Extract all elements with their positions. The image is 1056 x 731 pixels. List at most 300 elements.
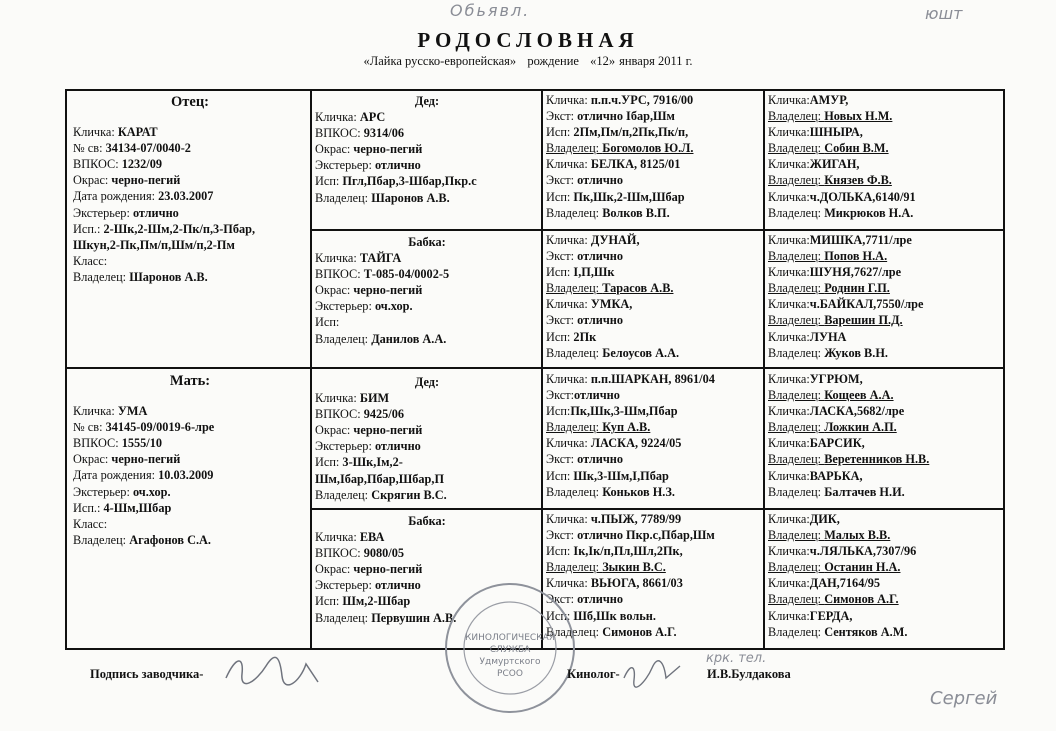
field-value: I,П,Шк bbox=[573, 265, 615, 280]
field-value: оч.хор. bbox=[132, 484, 171, 499]
field-label: Кличка: bbox=[768, 404, 810, 419]
field-value: УГРЮМ, bbox=[809, 372, 863, 386]
field-label: Кличка: bbox=[768, 189, 810, 204]
field-value: оч.хор. bbox=[374, 299, 413, 314]
field-label: Кличка: bbox=[768, 157, 810, 172]
granddam-paternal bbox=[315, 234, 539, 366]
field-value: 1232/09 bbox=[121, 157, 163, 172]
field-label: Кличка: bbox=[73, 125, 118, 140]
field-label: ВПКОС: bbox=[315, 267, 364, 282]
field-value: Пк,Шк,2-Шм,Шбар bbox=[573, 189, 685, 204]
pedigree-field bbox=[73, 500, 307, 516]
pedigree-field bbox=[73, 124, 307, 140]
field-value: черно-пегий bbox=[353, 423, 423, 438]
field-label: Исп: bbox=[315, 315, 340, 330]
field-value: отлично bbox=[374, 158, 421, 173]
pedigree-field bbox=[768, 527, 1004, 543]
field-label: Кличка: bbox=[768, 544, 810, 559]
field-value: Попов Н.А. bbox=[824, 249, 888, 264]
field-label: Владелец: bbox=[768, 313, 825, 328]
pedigree-field bbox=[315, 406, 539, 422]
field-value: 23.03.2007 bbox=[158, 189, 214, 204]
cell-heading: Дед: bbox=[414, 94, 440, 108]
document-subtitle bbox=[0, 54, 1056, 69]
svg-text:КИНОЛОГИЧЕСКАЯ: КИНОЛОГИЧЕСКАЯ bbox=[465, 633, 555, 643]
field-value: ч.ПЫЖ, 7789/99 bbox=[590, 512, 682, 526]
pedigree-field bbox=[546, 329, 762, 345]
pedigree-field bbox=[73, 419, 307, 435]
field-value: 34145-09/0019-6-лре bbox=[105, 420, 215, 435]
field-label: Кличка: bbox=[768, 372, 810, 386]
pedigree-field bbox=[73, 269, 307, 285]
field-value: БИМ bbox=[359, 391, 390, 406]
field-value: ВАРЬКА, bbox=[809, 468, 863, 483]
field-label: Экст: bbox=[546, 452, 578, 467]
field-value: 2Пк bbox=[573, 329, 597, 344]
field-value: Скрягин В.С. bbox=[371, 487, 447, 502]
field-label: ВПКОС: bbox=[315, 546, 364, 561]
field-value: Жуков В.Н. bbox=[824, 345, 888, 360]
pedigree-field bbox=[768, 591, 1004, 607]
field-label: Дата рождения: bbox=[73, 189, 159, 204]
pedigree-field bbox=[768, 371, 1004, 387]
pedigree-field bbox=[768, 205, 1004, 221]
birth-date-rest: января 2011 г. bbox=[619, 54, 693, 68]
svg-text:СЛУЖБА: СЛУЖБА bbox=[489, 645, 531, 655]
pedigree-field bbox=[73, 467, 307, 483]
field-label: Кличка: bbox=[546, 576, 591, 591]
pedigree-field bbox=[768, 248, 1004, 264]
field-value: Князев Ф.В. bbox=[824, 173, 892, 188]
field-label: Кличка: bbox=[315, 251, 360, 266]
field-value: 9314/06 bbox=[363, 126, 405, 141]
field-value: ЛУНА bbox=[809, 329, 847, 344]
field-label: Владелец: bbox=[768, 249, 825, 264]
field-value: Веретенников Н.В. bbox=[824, 452, 930, 467]
field-label: Владелец: bbox=[768, 345, 825, 360]
field-label: Кличка: bbox=[546, 233, 591, 247]
pedigree-field bbox=[546, 435, 762, 451]
pedigree-field bbox=[768, 312, 1004, 328]
field-label: Исп: bbox=[546, 189, 574, 204]
pedigree-field bbox=[768, 124, 1004, 140]
field-label: Дата рождения: bbox=[73, 468, 159, 483]
field-label: Кличка: bbox=[546, 157, 591, 172]
birth-day: «12» bbox=[590, 54, 616, 68]
field-label: Исп: bbox=[315, 594, 343, 609]
pedigree-field bbox=[546, 172, 762, 188]
field-value: УМКА, bbox=[590, 297, 633, 312]
field-label: Окрас: bbox=[315, 142, 354, 157]
field-label: Кличка: bbox=[768, 608, 810, 623]
field-value: Iк,Iк/п,Пл,Шл,2Пк, bbox=[573, 544, 683, 559]
great-great-grandparents-3 bbox=[768, 371, 1004, 508]
father-card bbox=[73, 94, 307, 364]
pedigree-field bbox=[546, 280, 762, 296]
pedigree-field bbox=[768, 451, 1004, 467]
field-label: Владелец: bbox=[768, 109, 825, 124]
field-label: Владелец: bbox=[546, 141, 603, 156]
field-label: Владелец: bbox=[768, 173, 825, 188]
field-value: Симонов А.Г. bbox=[602, 624, 677, 639]
field-value: ВЬЮГА, 8661/03 bbox=[590, 576, 683, 591]
field-value: 3-Шк,Iм,2- bbox=[342, 455, 403, 470]
pedigree-field bbox=[768, 156, 1004, 172]
field-label: Исп: bbox=[315, 455, 343, 470]
field-label: Кличка: bbox=[546, 512, 591, 526]
field-value: 34134-07/0040-2 bbox=[105, 141, 191, 156]
pedigree-field bbox=[315, 529, 539, 545]
pedigree-field bbox=[546, 264, 762, 280]
field-label: Кличка: bbox=[315, 530, 360, 545]
field-value: п.п.ч.УРС, 7916/00 bbox=[590, 93, 694, 107]
pedigree-field bbox=[768, 92, 1004, 108]
pedigree-field bbox=[315, 173, 539, 189]
field-value: БЕЛКА, 8125/01 bbox=[590, 157, 681, 172]
field-label: Исп: bbox=[546, 329, 574, 344]
field-label: Владелец: bbox=[546, 420, 603, 435]
pedigree-field bbox=[768, 189, 1004, 205]
pedigree-field bbox=[546, 312, 762, 328]
field-value: АМУР, bbox=[809, 93, 849, 107]
pedigree-field bbox=[315, 109, 539, 125]
pedigree-field bbox=[73, 205, 307, 221]
field-label: Экст: bbox=[546, 528, 578, 543]
pedigree-field bbox=[73, 156, 307, 172]
pedigree-field bbox=[73, 253, 307, 269]
field-value: 9425/06 bbox=[363, 407, 405, 422]
pedigree-field bbox=[315, 454, 539, 470]
pedigree-table bbox=[65, 89, 1005, 650]
field-label: Кличка: bbox=[768, 125, 810, 140]
field-value: Шб,Шк вольн. bbox=[573, 608, 656, 623]
great-great-grandparents-1 bbox=[768, 92, 1004, 229]
field-label: Экстерьер: bbox=[315, 439, 375, 454]
field-label: Владелец: bbox=[768, 141, 825, 156]
field-label: Исп: bbox=[546, 544, 574, 559]
field-value: Пгл,Пбар,3-Шбар,Пкр.с bbox=[342, 174, 477, 189]
field-label: Владелец: bbox=[768, 452, 825, 467]
pedigree-field bbox=[315, 125, 539, 141]
field-label: Класс: bbox=[73, 516, 108, 531]
field-value: ДАН,7164/95 bbox=[809, 576, 881, 591]
field-label: Класс: bbox=[73, 253, 108, 268]
field-label: Владелец: bbox=[546, 345, 603, 360]
pedigree-field bbox=[546, 124, 762, 140]
field-value: отлично bbox=[374, 439, 421, 454]
pedigree-field bbox=[546, 484, 762, 500]
field-label: Кличка: bbox=[768, 512, 810, 526]
field-value: БАРСИК, bbox=[809, 436, 865, 451]
pedigree-field bbox=[768, 435, 1004, 451]
field-value: ч.ЛЯЛЬКА,7307/96 bbox=[809, 544, 917, 559]
breeder-signature-label: Подпись заводчика- bbox=[90, 667, 204, 681]
field-label: Экстерьер: bbox=[73, 205, 133, 220]
field-value: Волков В.П. bbox=[602, 205, 670, 220]
field-value: Шаронов А.В. bbox=[371, 190, 450, 205]
field-label: Экст: bbox=[546, 388, 575, 403]
field-value: ЛАСКА,5682/лре bbox=[809, 404, 905, 419]
field-value: отлично bbox=[574, 388, 620, 403]
pedigree-field bbox=[546, 543, 762, 559]
field-value: п.п.ШАРКАН, 8961/04 bbox=[590, 372, 715, 386]
field-label: Кличка: bbox=[768, 297, 810, 312]
field-label: Владелец: bbox=[315, 487, 372, 502]
field-value: Шк,3-Шм,I,Пбар bbox=[573, 468, 669, 483]
field-value: ШНЫРА, bbox=[809, 125, 863, 140]
field-label: Кличка: bbox=[546, 372, 591, 386]
field-label: Кличка: bbox=[768, 329, 810, 344]
pedigree-field bbox=[73, 221, 307, 237]
field-label: Окрас: bbox=[315, 283, 354, 298]
field-label: Владелец: bbox=[768, 281, 825, 296]
field-value: Новых Н.М. bbox=[824, 109, 893, 124]
pedigree-field bbox=[768, 387, 1004, 403]
field-label: Владелец: bbox=[768, 528, 825, 543]
field-value: ЕВА bbox=[359, 530, 385, 545]
field-value: отлично bbox=[577, 592, 623, 607]
field-label: № св: bbox=[73, 420, 106, 435]
field-value: 4-Шм,Шбар bbox=[103, 500, 172, 515]
field-label: Экст: bbox=[546, 109, 578, 124]
field-label: Экстерьер: bbox=[315, 578, 375, 593]
great-grandparents-1 bbox=[546, 92, 762, 229]
field-value: 2-Шк,2-Шм,2-Пк/п,3-Пбар, bbox=[103, 221, 256, 236]
cell-heading: Бабка: bbox=[408, 514, 446, 528]
pedigree-field bbox=[73, 237, 307, 253]
field-value: Кощеев А.А. bbox=[824, 388, 894, 403]
pedigree-field bbox=[546, 296, 762, 312]
pedigree-field bbox=[768, 608, 1004, 624]
field-label: Владелец: bbox=[768, 624, 825, 639]
pedigree-field bbox=[546, 108, 762, 124]
field-label: Владелец: bbox=[768, 560, 825, 575]
field-value: ЖИГАН, bbox=[809, 157, 860, 172]
field-value: Сентяков А.М. bbox=[824, 624, 908, 639]
pedigree-field bbox=[73, 516, 307, 532]
pedigree-field bbox=[315, 545, 539, 561]
field-value: Останин Н.А. bbox=[824, 560, 901, 575]
field-value: Ложкин А.П. bbox=[824, 420, 897, 435]
field-label: ВПКОС: bbox=[315, 407, 364, 422]
pedigree-field bbox=[546, 419, 762, 435]
pedigree-field bbox=[73, 188, 307, 204]
pedigree-field bbox=[768, 280, 1004, 296]
field-label: Владелец: bbox=[546, 281, 603, 296]
field-value: Роднин Г.П. bbox=[824, 281, 890, 296]
field-value: УМА bbox=[117, 404, 148, 419]
field-label: Владелец: bbox=[768, 420, 825, 435]
field-value: отлично Iбар,Шм bbox=[577, 109, 675, 124]
pedigree-field bbox=[768, 403, 1004, 419]
footer-signatures bbox=[0, 662, 1056, 702]
field-label: Экстерьер: bbox=[315, 299, 375, 314]
field-label: Кличка: bbox=[73, 404, 118, 419]
field-label: Владелец: bbox=[73, 532, 130, 547]
great-great-grandparents-2 bbox=[768, 232, 1004, 368]
field-label: Кличка: bbox=[546, 436, 591, 451]
field-value: ШУНЯ,7627/лре bbox=[809, 265, 902, 280]
pedigree-field bbox=[546, 232, 762, 248]
pedigree-field bbox=[768, 329, 1004, 345]
cell-heading: Отец: bbox=[170, 94, 210, 110]
field-value: Симонов А.Г. bbox=[824, 592, 899, 607]
pedigree-field bbox=[546, 205, 762, 221]
field-value: Пк,Шк,3-Шм,Пбар bbox=[570, 404, 678, 419]
pedigree-field bbox=[768, 543, 1004, 559]
field-value: Шаронов А.В. bbox=[129, 269, 208, 284]
great-grandparents-3 bbox=[546, 371, 762, 508]
pedigree-field bbox=[315, 157, 539, 173]
pedigree-field bbox=[315, 390, 539, 406]
pedigree-field bbox=[546, 92, 762, 108]
grandsire-maternal bbox=[315, 374, 539, 506]
field-value: Белоусов А.А. bbox=[602, 345, 680, 360]
pedigree-field bbox=[768, 559, 1004, 575]
field-value: отлично bbox=[132, 205, 179, 220]
field-label: Кличка: bbox=[546, 93, 591, 107]
pedigree-field bbox=[768, 296, 1004, 312]
pedigree-field bbox=[546, 189, 762, 205]
field-label: Кличка: bbox=[315, 391, 360, 406]
field-value: отлично bbox=[374, 578, 421, 593]
cynologist-signature bbox=[620, 656, 690, 690]
pedigree-field bbox=[546, 511, 762, 527]
pedigree-field bbox=[768, 575, 1004, 591]
field-label: Кличка: bbox=[768, 233, 810, 247]
pedigree-field bbox=[546, 140, 762, 156]
pedigree-field bbox=[315, 190, 539, 206]
field-label: Владелец: bbox=[315, 190, 372, 205]
cell-heading: Дед: bbox=[414, 375, 440, 389]
field-value: АРС bbox=[359, 110, 386, 125]
pedigree-field bbox=[315, 471, 539, 487]
pedigree-field bbox=[768, 232, 1004, 248]
field-value: Собин В.М. bbox=[824, 141, 889, 156]
field-value: МИШКА,7711/лре bbox=[809, 233, 912, 247]
field-value: Шм,2-Шбар bbox=[342, 594, 411, 609]
pedigree-field bbox=[73, 435, 307, 451]
field-value: 2Пм,Пм/п,2Пк,Пк/п, bbox=[573, 125, 689, 140]
field-label: Экст: bbox=[546, 313, 578, 328]
field-label: Владелец: bbox=[546, 484, 603, 499]
field-value: Зыкин В.С. bbox=[602, 560, 666, 575]
field-value: черно-пегий bbox=[353, 142, 423, 157]
field-value: черно-пегий bbox=[353, 562, 423, 577]
pedigree-field bbox=[546, 451, 762, 467]
pedigree-field bbox=[546, 559, 762, 575]
handwritten-note-top: Обьявл. bbox=[450, 1, 531, 20]
pedigree-field bbox=[315, 298, 539, 314]
field-label: Владелец: bbox=[768, 205, 825, 220]
grandsire-paternal bbox=[315, 93, 539, 227]
pedigree-field bbox=[73, 403, 307, 419]
field-value: Агафонов С.А. bbox=[129, 532, 212, 547]
pedigree-field bbox=[73, 484, 307, 500]
field-value: Богомолов Ю.Л. bbox=[602, 141, 694, 156]
field-value: отлично Пкр.с,Пбар,Шм bbox=[577, 528, 715, 543]
breeder-signature bbox=[222, 652, 332, 692]
field-label: Владелец: bbox=[768, 484, 825, 499]
pedigree-field bbox=[315, 561, 539, 577]
field-value: 1555/10 bbox=[121, 436, 163, 451]
field-value: черно-пегий bbox=[111, 452, 181, 467]
field-value: отлично bbox=[577, 173, 623, 188]
field-label: Окрас: bbox=[315, 423, 354, 438]
mother-card bbox=[73, 373, 307, 645]
svg-text:РСОО: РСОО bbox=[497, 669, 523, 679]
field-value: черно-пегий bbox=[353, 283, 423, 298]
pedigree-field bbox=[546, 156, 762, 172]
field-value: ДУНАЙ, bbox=[590, 233, 640, 247]
field-value: отлично bbox=[577, 452, 623, 467]
pedigree-field bbox=[768, 624, 1004, 640]
field-label: Владелец: bbox=[315, 331, 372, 346]
pedigree-field bbox=[768, 468, 1004, 484]
field-label: Экстерьер: bbox=[315, 158, 375, 173]
cynologist-name: И.В.Булдакова bbox=[707, 667, 791, 681]
pedigree-field bbox=[73, 532, 307, 548]
field-value: Малых В.В. bbox=[824, 528, 891, 543]
field-label: ВПКОС: bbox=[73, 436, 122, 451]
svg-text:Удмуртского: Удмуртского bbox=[479, 657, 541, 667]
field-value: КАРАТ bbox=[117, 125, 158, 140]
field-label: Экст: bbox=[546, 173, 578, 188]
field-label: Исп.: bbox=[73, 500, 104, 515]
pedigree-field bbox=[546, 468, 762, 484]
pedigree-field bbox=[546, 248, 762, 264]
pedigree-field bbox=[315, 282, 539, 298]
field-label: № св: bbox=[73, 141, 106, 156]
field-label: Исп: bbox=[546, 468, 574, 483]
field-value: Микрюков Н.А. bbox=[824, 205, 914, 220]
field-value: отлично bbox=[577, 313, 623, 328]
field-label: Кличка: bbox=[768, 468, 810, 483]
field-label: Кличка: bbox=[768, 576, 810, 591]
field-label: ВПКОС: bbox=[73, 157, 122, 172]
pedigree-field bbox=[315, 250, 539, 266]
field-label: Исп: bbox=[546, 404, 571, 419]
field-label: Экст: bbox=[546, 249, 578, 264]
field-label: Кличка: bbox=[315, 110, 360, 125]
field-value: 9080/05 bbox=[363, 546, 405, 561]
pedigree-field bbox=[768, 108, 1004, 124]
pedigree-field bbox=[73, 140, 307, 156]
pedigree-field bbox=[768, 419, 1004, 435]
field-value: Шм,Iбар,Пбар,Шбар,П bbox=[315, 471, 445, 486]
field-value: Шкун,2-Пк,Пм/п,Шм/п,2-Пм bbox=[73, 237, 235, 252]
field-value: ДИК, bbox=[809, 512, 840, 526]
pedigree-field bbox=[768, 345, 1004, 361]
field-label: Кличка: bbox=[768, 436, 810, 451]
field-value: ГЕРДА, bbox=[809, 608, 853, 623]
field-label: Окрас: bbox=[73, 452, 112, 467]
field-value: Данилов А.А. bbox=[371, 331, 447, 346]
field-label: Экст: bbox=[546, 592, 578, 607]
pedigree-field bbox=[315, 314, 539, 330]
pedigree-field bbox=[546, 387, 762, 403]
breed-name: «Лайка русско-европейская» bbox=[363, 54, 517, 68]
field-label: Владелец: bbox=[546, 205, 603, 220]
field-value: Варешин П.Д. bbox=[824, 313, 903, 328]
pedigree-field bbox=[768, 140, 1004, 156]
field-label: Владелец: bbox=[73, 269, 130, 284]
field-value: 10.03.2009 bbox=[158, 468, 214, 483]
pedigree-field bbox=[73, 451, 307, 467]
field-label: ВПКОС: bbox=[315, 126, 364, 141]
field-label: Окрас: bbox=[315, 562, 354, 577]
pedigree-field bbox=[315, 438, 539, 454]
